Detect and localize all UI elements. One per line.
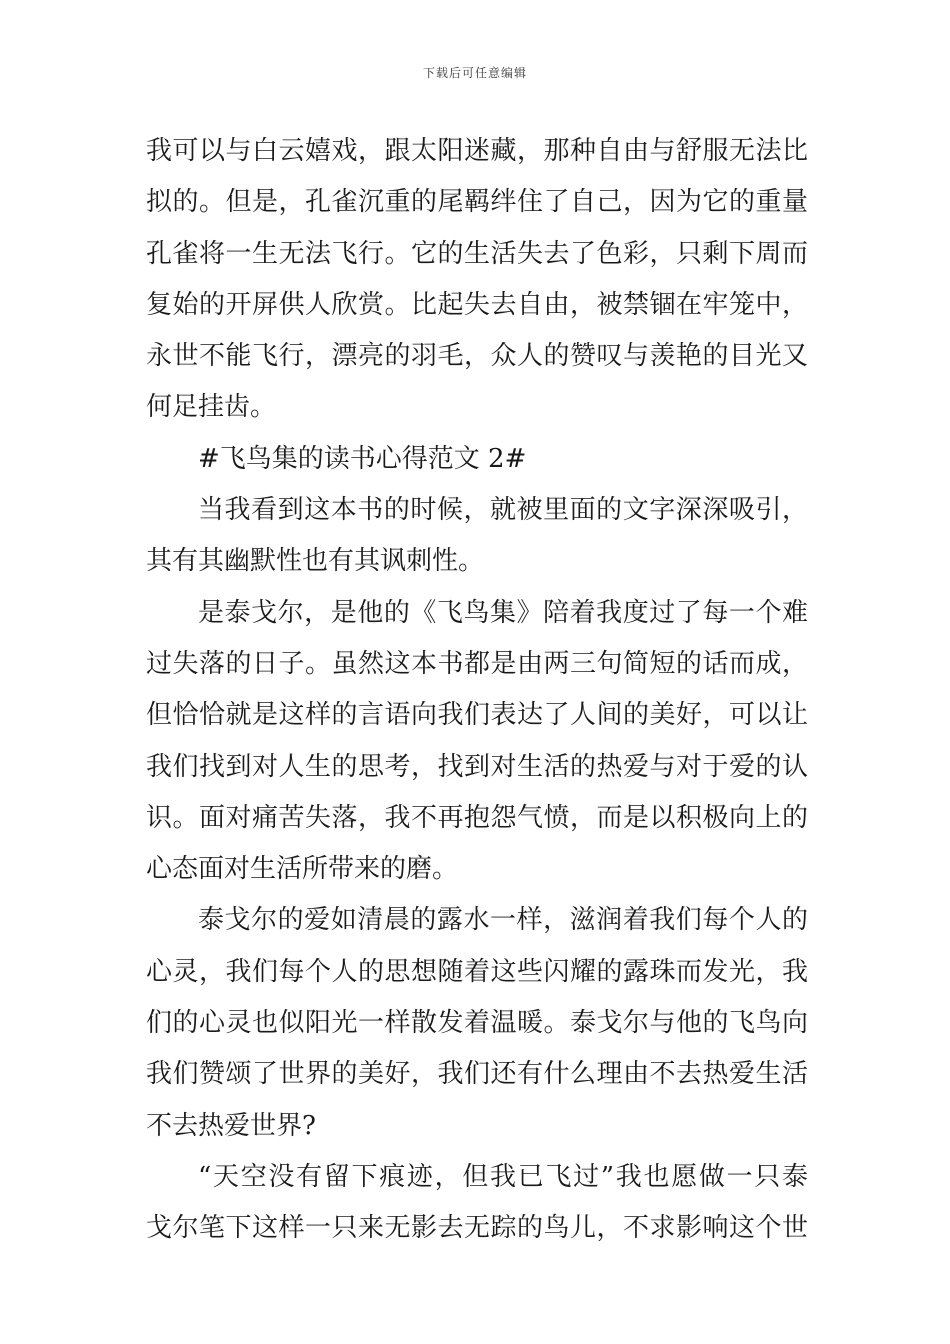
text-line: 当我看到这本书的时候，就被里面的文字深深吸引， bbox=[198, 495, 808, 526]
text-line: 我可以与白云嬉戏，跟太阳迷藏，那种自由与舒服无法比 bbox=[146, 136, 808, 166]
text-line: 识。面对痛苦失落，我不再抱怨气愤，而是以积极向上的 bbox=[146, 802, 808, 833]
text-line: 过失落的日子。虽然这本书都是由两三句简短的话而成， bbox=[146, 648, 808, 679]
text-line: 拟的。但是，孔雀沉重的尾羁绊住了自己，因为它的重量 bbox=[146, 187, 808, 218]
text-line: 们的心灵也似阳光一样散发着温暖。泰戈尔与他的飞鸟向 bbox=[146, 1008, 808, 1039]
text-line: 泰戈尔的爱如清晨的露水一样，滋润着我们每个人的 bbox=[198, 905, 808, 936]
page-header: 下载后可任意编辑 bbox=[422, 66, 527, 80]
document-body bbox=[146, 126, 808, 1255]
text-line: 戈尔笔下这样一只来无影去无踪的鸟儿，不求影响这个世 bbox=[146, 1213, 808, 1244]
text-line: 其有其幽默性也有其讽刺性。 bbox=[146, 546, 485, 577]
text-line: 但恰恰就是这样的言语向我们表达了人间的美好，可以让 bbox=[146, 700, 808, 731]
text-line: 复始的开屏供人欣赏。比起失去自由，被禁锢在牢笼中， bbox=[146, 289, 808, 320]
text-line: 永世不能飞行，漂亮的羽毛，众人的赞叹与羡艳的目光又 bbox=[146, 341, 808, 372]
text-line: 孔雀将一生无法飞行。它的生活失去了色彩，只剩下周而 bbox=[146, 238, 808, 269]
text-line: 不去热爱世界? bbox=[146, 1110, 316, 1141]
text-line: #飞鸟集的读书心得范文 2# bbox=[198, 443, 527, 474]
text-line: 我们赞颂了世界的美好，我们还有什么理由不去热爱生活 bbox=[146, 1059, 808, 1090]
text-line: 我们找到对人生的思考，找到对生活的热爱与对于爱的认 bbox=[146, 751, 808, 782]
text-line: 是泰戈尔，是他的《飞鸟集》陪着我度过了每一个难 bbox=[198, 597, 808, 628]
text-line: 心态面对生活所带来的磨。 bbox=[146, 854, 459, 885]
text-line: 何足挂齿。 bbox=[146, 392, 277, 423]
text-line: “天空没有留下痕迹，但我已飞过”我也愿做一只泰 bbox=[198, 1161, 808, 1192]
text-line: 心灵，我们每个人的思想随着这些闪耀的露珠而发光，我 bbox=[146, 956, 808, 987]
